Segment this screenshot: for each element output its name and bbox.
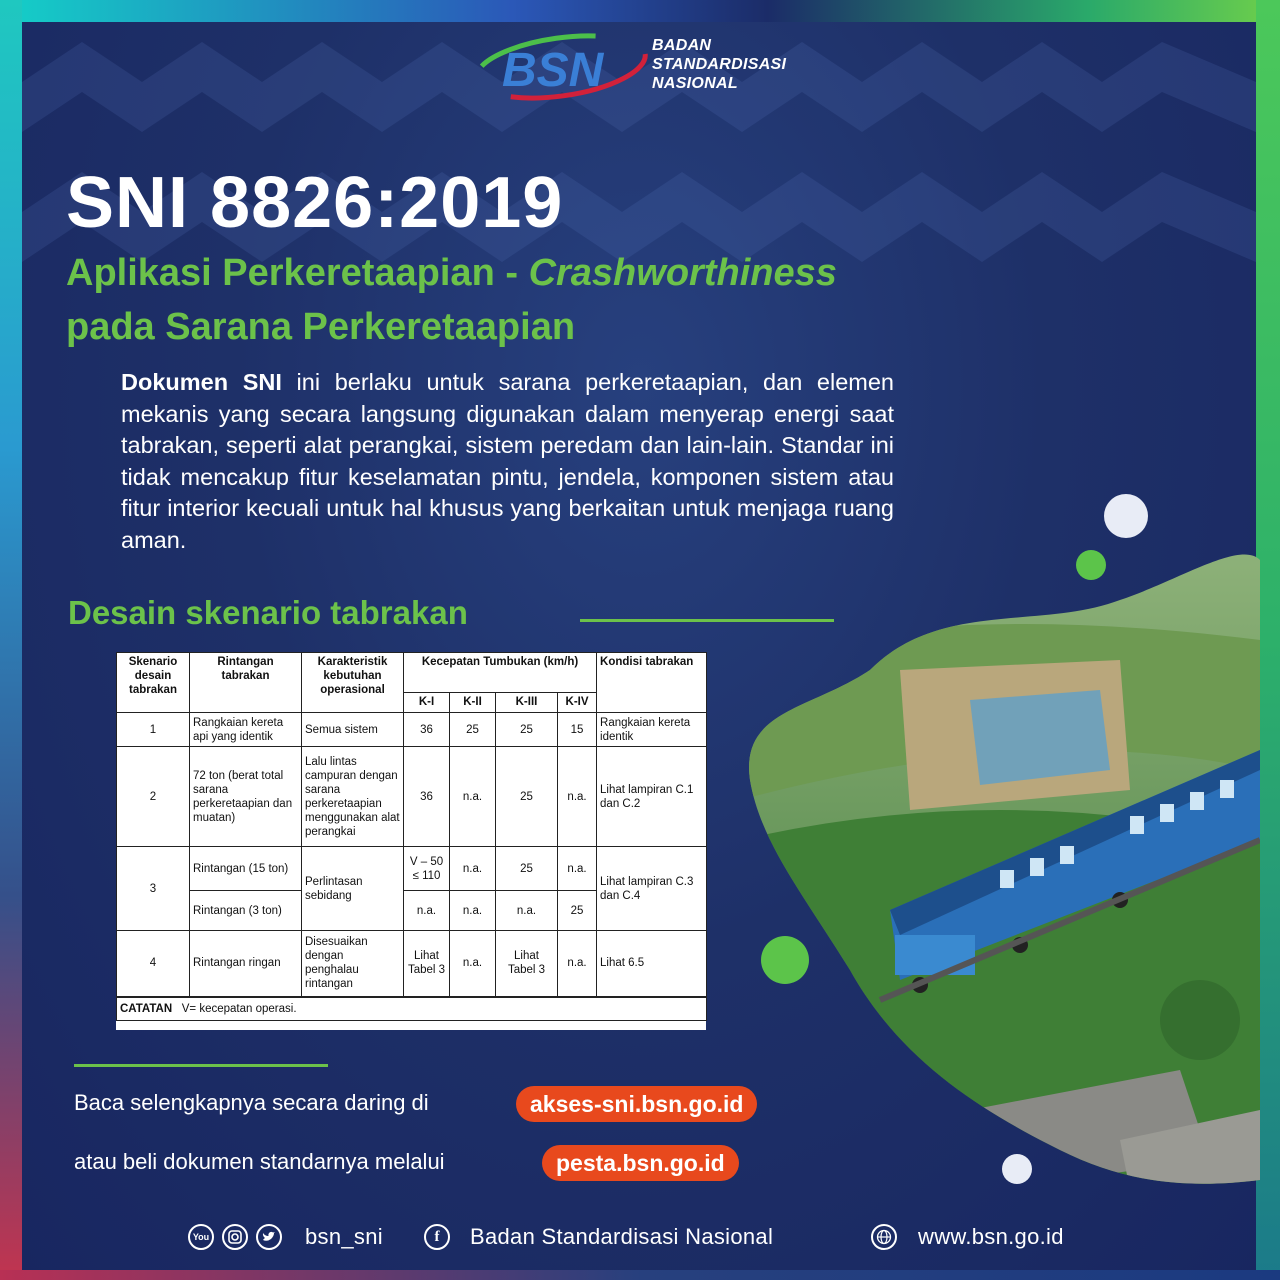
cell: 25 (496, 713, 558, 747)
cell: Rintangan (15 ton) (190, 847, 302, 891)
header-k3: K-III (496, 693, 558, 713)
cell: Rangkaian kereta identik (597, 713, 707, 747)
table-row (117, 747, 707, 847)
cell: Rangkaian kereta api yang identik (190, 713, 302, 747)
cell: Disesuaikan dengan penghalau rintangan (302, 931, 404, 997)
cell: Lihat 6.5 (597, 931, 707, 997)
cell: 36 (404, 747, 450, 847)
read-online-text: Baca selengkapnya secara daring di (74, 1090, 429, 1115)
table-row (117, 847, 707, 891)
org-name-line3: NASIONAL (652, 75, 738, 92)
scenario-table-container (116, 652, 706, 1030)
youtube-icon[interactable]: You (188, 1224, 214, 1250)
decor-dot-white (1002, 1154, 1032, 1184)
cell: 25 (496, 847, 558, 891)
table-note-label: CATATAN (120, 1002, 173, 1015)
akses-sni-link[interactable]: akses-sni.bsn.go.id (516, 1086, 757, 1122)
twitter-icon[interactable] (256, 1224, 282, 1250)
subtitle-italic: Crashworthiness (528, 252, 837, 294)
cell: Lihat Tabel 3 (496, 931, 558, 997)
table-row (117, 931, 707, 997)
cell: 25 (450, 713, 496, 747)
cell: 4 (117, 931, 190, 997)
scenario-table (116, 652, 707, 1021)
header-condition: Kondisi tabrakan (597, 653, 707, 713)
table-note-text: V= kecepatan operasi. (181, 1002, 297, 1015)
subtitle-part1: Aplikasi Perkeretaapian - (66, 252, 529, 294)
header-speed: Kecepatan Tumbukan (km/h) (404, 653, 597, 693)
org-name (652, 36, 786, 93)
description-text: ini berlaku untuk sarana perkeretaapian, dan elemen mekanis yang secara langsung digunakan dalam menyerap energi saat tabrakan, seperti alat perangkai, sistem peredam dan lain-lain. Standar ini tidak mencakup fitur keselamatan pintu, jendela, komponen sistem atau fitur interior kecuali untuk hal khusus yang berkaitan untuk menjaga ruang aman. (121, 369, 894, 553)
social-handle[interactable]: bsn_sni (305, 1224, 383, 1249)
header-k4: K-IV (558, 693, 597, 713)
cell: n.a. (450, 847, 496, 891)
cell: Rintangan (3 ton) (190, 891, 302, 931)
cell: Lihat lampiran C.1 dan C.2 (597, 747, 707, 847)
cell: Lihat lampiran C.3 dan C.4 (597, 847, 707, 931)
globe-icon[interactable] (871, 1224, 897, 1250)
header-scenario: Skenario desain tabrakan (117, 653, 190, 713)
decor-dot-white (1104, 494, 1148, 538)
subtitle-line2: pada Sarana Perkeretaapian (66, 306, 576, 348)
cell: 36 (404, 713, 450, 747)
decor-dot-green (761, 936, 809, 984)
page-title: SNI 8826:2019 (66, 163, 564, 243)
cell: n.a. (450, 747, 496, 847)
org-name-line2: STANDARDISASI (652, 56, 787, 73)
org-name-line1: BADAN (652, 37, 712, 54)
cell: n.a. (496, 891, 558, 931)
buy-document-text: atau beli dokumen standarnya melalui (74, 1149, 445, 1174)
header-k2: K-II (450, 693, 496, 713)
cell: n.a. (558, 931, 597, 997)
decor-dot-green (1076, 550, 1106, 580)
cell: 1 (117, 713, 190, 747)
cta-divider (74, 1064, 328, 1067)
cell: V – 50 ≤ 110 (404, 847, 450, 891)
facebook-name[interactable]: Badan Standardisasi Nasional (470, 1224, 774, 1249)
cell: Perlintasan sebidang (302, 847, 404, 931)
cell: n.a. (450, 931, 496, 997)
cell: Lalu lintas campuran dengan sarana perkeretaapian menggunakan alat perangkai (302, 747, 404, 847)
description-paragraph (121, 367, 894, 556)
bsn-logo-text: BSN (502, 44, 604, 97)
cell: 2 (117, 747, 190, 847)
cell: Rintangan ringan (190, 931, 302, 997)
cell: Semua sistem (302, 713, 404, 747)
bsn-logo (472, 24, 812, 114)
header-obstacle: Rintangan tabrakan (190, 653, 302, 713)
cell: n.a. (558, 847, 597, 891)
table-row (117, 713, 707, 747)
page-subtitle (66, 246, 837, 354)
header-k1: K-I (404, 693, 450, 713)
header-characteristic: Karakteristik kebutuhan operasional (302, 653, 404, 713)
table-note (117, 997, 707, 1021)
website-link[interactable]: www.bsn.go.id (918, 1224, 1064, 1249)
cell: 3 (117, 847, 190, 931)
cell: Lihat Tabel 3 (404, 931, 450, 997)
instagram-icon[interactable] (222, 1224, 248, 1250)
bsn-logo-mark (472, 24, 652, 114)
facebook-icon[interactable]: f (424, 1224, 450, 1250)
cell: 25 (496, 747, 558, 847)
section-heading: Desain skenario tabrakan (68, 594, 468, 631)
table-note-row (117, 997, 707, 1021)
cell: 25 (558, 891, 597, 931)
pesta-link[interactable]: pesta.bsn.go.id (542, 1145, 739, 1181)
cell: n.a. (558, 747, 597, 847)
train-photo (740, 540, 1260, 1190)
footer (0, 1218, 1280, 1258)
cell: 15 (558, 713, 597, 747)
cell: n.a. (450, 891, 496, 931)
cell: 72 ton (berat total sarana perkeretaapian dan muatan) (190, 747, 302, 847)
cell: n.a. (404, 891, 450, 931)
description-bold-lead: Dokumen SNI (121, 369, 282, 395)
